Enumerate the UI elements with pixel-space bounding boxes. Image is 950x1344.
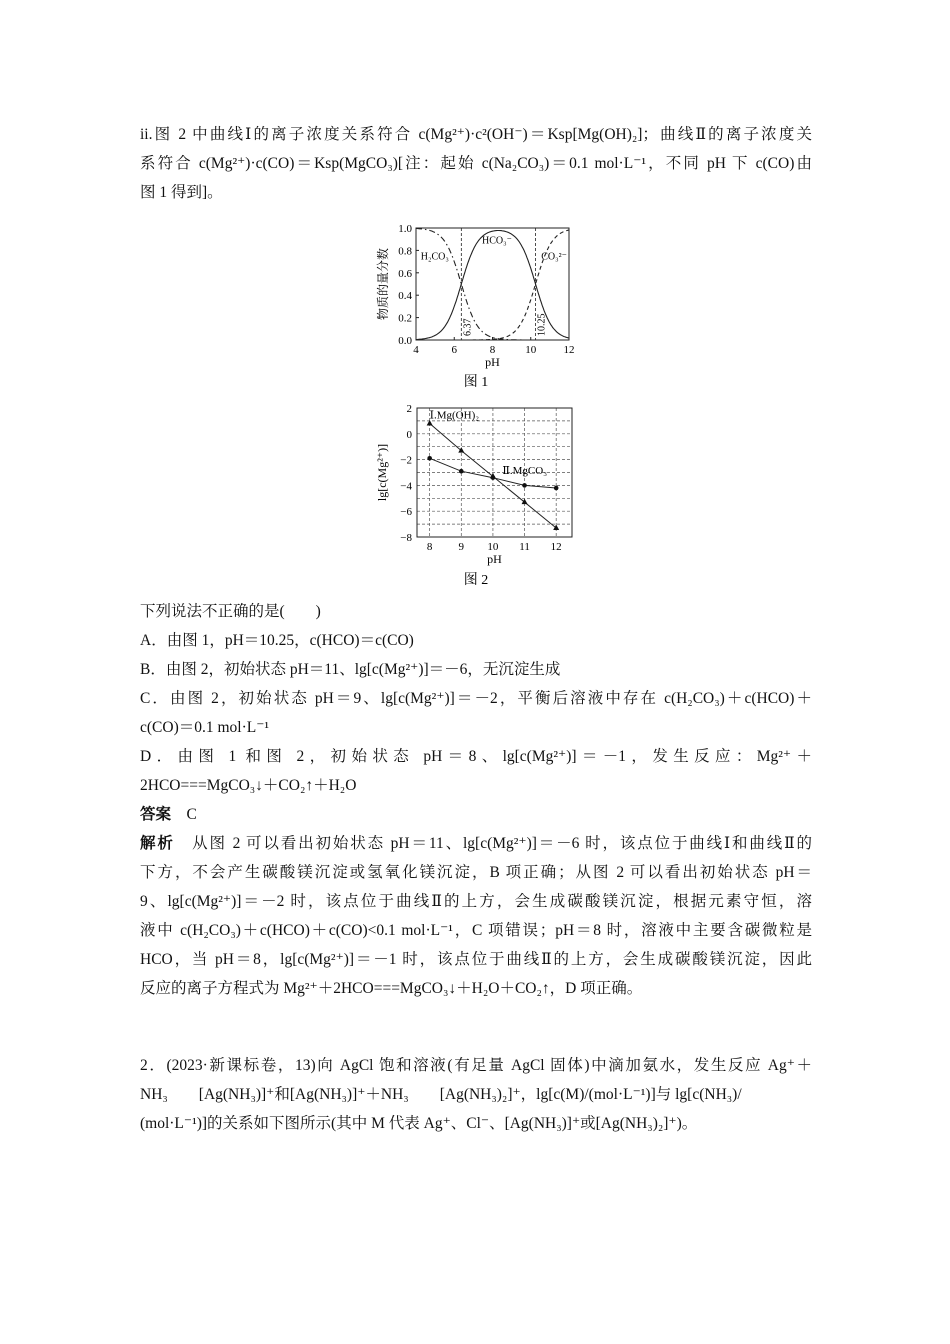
data-point-circle: [522, 483, 527, 488]
x-tick-label: 10: [525, 344, 537, 356]
figure-caption: 图 2: [463, 573, 489, 588]
analysis-line: 反应的离子方程式为 Mg²⁺＋2HCO===MgCO₃↓＋H₂O＋CO₂↑，D 项正确。: [140, 980, 643, 997]
figure-2: [140, 398, 812, 593]
y-tick-label: 0.6: [398, 267, 412, 280]
data-point-triangle: [522, 499, 528, 505]
answer-label: 答案: [140, 806, 172, 823]
analysis-line: 下方，不会产生碳酸镁沉淀或氢氧化镁沉淀，B 项正确；从图 2 可以看出初始状态 pH＝: [140, 864, 812, 881]
figure-1-chart: [140, 214, 812, 394]
y-tick-label: 1.0: [398, 223, 412, 235]
analysis-line: HCO，当 pH＝8，lg[c(Mg²⁺)]＝－1 时，该点位于曲线Ⅱ的上方，会生成碳酸镁沉淀，因此: [140, 951, 812, 968]
question-stem: 下列说法不正确的是( ): [140, 603, 321, 620]
option-a: A．由图 1，pH＝10.25，c(HCO)＝c(CO): [140, 632, 414, 649]
y-axis-label: 物质的量分数: [376, 247, 390, 321]
question-2-block: [140, 1051, 812, 1138]
analysis-label: 解析: [140, 835, 175, 852]
series-label-h2co3: H₂CO₃: [420, 251, 449, 263]
data-point-triangle: [458, 447, 464, 453]
figure-2-chart: [140, 398, 812, 593]
x-axis-label: pH: [487, 552, 502, 566]
x-axis-label: pH: [485, 355, 500, 369]
y-tick-label: −2: [400, 454, 412, 467]
series-label-co3: CO₃²⁻: [541, 251, 567, 263]
answer-line: [140, 800, 812, 829]
x-tick-label: 9: [458, 541, 465, 553]
option-d-line2: 2HCO===MgCO₃↓＋CO₂↑＋H₂O: [140, 777, 357, 794]
option-d-line1: D．由图 1 和图 2，初始状态 pH＝8、lg[c(Mg²⁺)]＝－1，发生反应：Mg²⁺＋: [140, 748, 812, 765]
answer-value: C: [186, 806, 197, 823]
analysis-text: 从图 2 可以看出初始状态 pH＝11、lg[c(Mg²⁺)]＝－6 时，该点位于曲线Ⅰ和曲线Ⅱ的: [192, 835, 812, 852]
analysis-line: 9、lg[c(Mg²⁺)]＝－2 时，该点位于曲线Ⅱ的上方，会生成碳酸镁沉淀，根据元素守恒，溶: [140, 893, 812, 910]
condition-line: ii.图 2 中曲线Ⅰ的离子浓度关系符合 c(Mg²⁺)·c²(OH⁻)＝Ksp[Mg(OH)₂]；曲线Ⅱ的离子浓度关: [140, 126, 812, 143]
y-tick-label: 2: [406, 403, 412, 415]
x-tick-label: 12: [550, 541, 562, 553]
question-block: [140, 597, 812, 1003]
data-point-circle: [491, 475, 496, 480]
figure-caption: 图 1: [463, 375, 489, 390]
y-tick-label: 0.4: [398, 290, 412, 303]
x-tick-label: 8: [426, 541, 433, 553]
pka-label: 10.25: [536, 313, 548, 336]
option-b: B．由图 2，初始状态 pH＝11、lg[c(Mg²⁺)]＝－6，无沉淀生成: [140, 661, 561, 678]
x-tick-label: 4: [413, 344, 419, 356]
q2-line3: (mol·L⁻¹)]的关系如下图所示(其中 M 代表 Ag⁺、Cl⁻、[Ag(NH₃)]⁺或[Ag(NH₃)₂]⁺)。: [140, 1115, 698, 1132]
x-tick-label: 6: [451, 344, 457, 356]
y-tick-label: −8: [400, 532, 412, 544]
option-c-line2: c(CO)＝0.1 mol·L⁻¹: [140, 719, 270, 736]
series-label-hco3: HCO₃⁻: [481, 235, 512, 247]
y-tick-label: −4: [400, 480, 412, 493]
y-tick-label: 0.8: [398, 245, 412, 258]
pka-label: 6.37: [462, 318, 474, 336]
series-label-mgoh2: Ⅰ.Mg(OH)₂: [429, 409, 480, 422]
figure-1: [140, 214, 812, 394]
data-point-circle: [427, 456, 432, 461]
x-tick-label: 11: [519, 541, 530, 553]
series-label-mgco3: Ⅱ.MgCO₃: [502, 464, 548, 477]
y-axis-label: lg[c(Mg²⁺)]: [375, 443, 389, 502]
q2-line1: 2．(2023·新课标卷，13)向 AgCl 饱和溶液(有足量 AgCl 固体)中滴加氨水，发生反应 Ag⁺＋: [140, 1057, 812, 1074]
option-c-line1: C．由图 2，初始状态 pH＝9、lg[c(Mg²⁺)]＝－2，平衡后溶液中存在 c(H₂CO₃)＋c(HCO)＋: [140, 690, 812, 707]
y-tick-label: 0.2: [398, 312, 412, 325]
x-tick-label: 10: [487, 541, 499, 553]
data-point-circle: [459, 469, 464, 474]
condition-block: [140, 120, 812, 207]
condition-line: 系符合 c(Mg²⁺)·c(CO)＝Ksp(MgCO₃)[注：起始 c(Na₂CO₃)＝0.1 mol·L⁻¹，不同 pH 下 c(CO)由: [140, 155, 812, 172]
condition-line: 图 1 得到]。: [140, 184, 223, 201]
y-tick-label: −6: [400, 506, 412, 519]
data-point-triangle: [553, 524, 559, 530]
analysis-line1: [140, 829, 812, 858]
x-tick-label: 8: [489, 344, 496, 356]
data-point-circle: [554, 486, 559, 491]
y-tick-label: 0: [406, 428, 412, 441]
y-tick-label: 0.0: [398, 335, 412, 347]
q2-line2: NH₃ [Ag(NH₃)]⁺和[Ag(NH₃)]⁺＋NH₃ [Ag(NH₃)₂]⁺，lg[c(M)/(mol·L⁻¹)]与 lg[c(NH₃)/: [140, 1086, 742, 1103]
analysis-line: 液中 c(H₂CO₃)＋c(HCO)＋c(CO)<0.1 mol·L⁻¹，C 项错误；pH＝8 时，溶液中主要含碳微粒是: [140, 922, 812, 939]
x-tick-label: 12: [563, 344, 575, 356]
